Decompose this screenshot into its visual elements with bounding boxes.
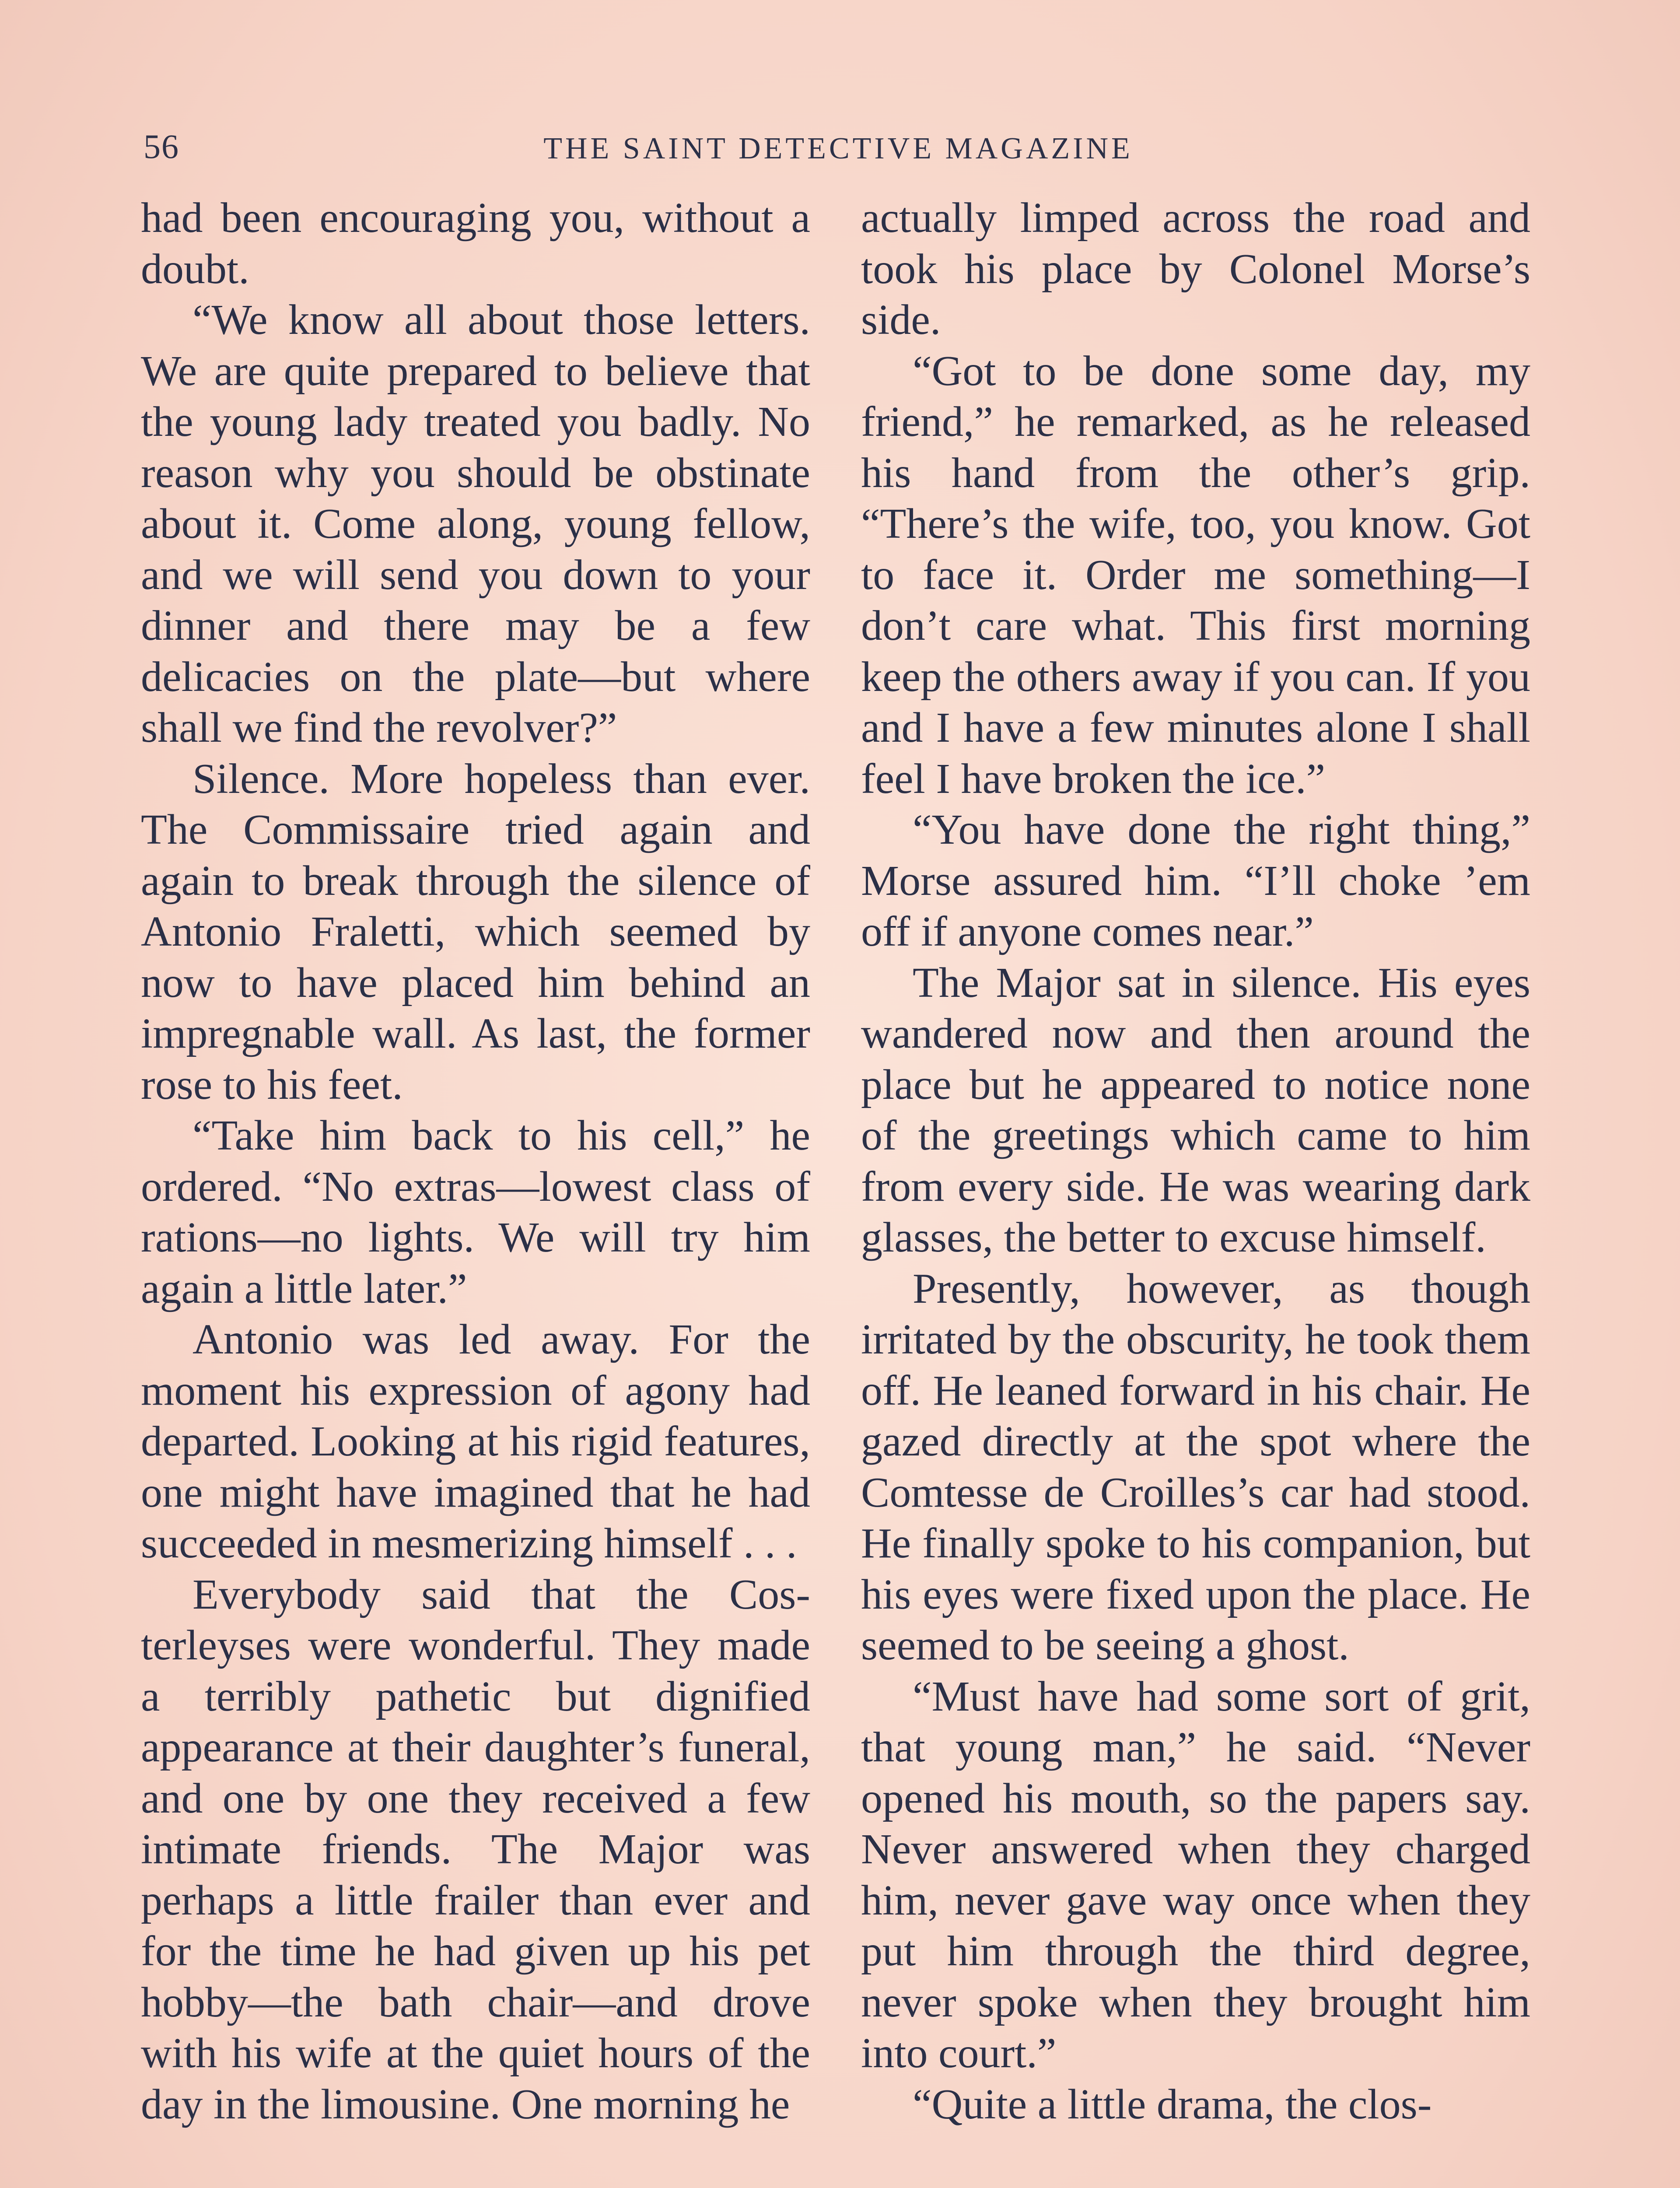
paragraph: “Take him back to his cell,” he ordered. “No extras—lowest class of rations—no lights. We will try him again a little later.” [141, 1112, 810, 1312]
paragraph: actually limped across the road and took his place by Colonel Morse’s side. [861, 194, 1530, 344]
page-header [144, 127, 1533, 175]
paragraph: Presently, however, as though irritated by the obscurity, he took them off. He leaned forward in his chair. He gazed directly at the spot where the Comtesse de Croilles’s car had stood. He finally spoke to his companion, but his eyes were fixed upon the place. He seemed to be seeing a ghost. [861, 1265, 1530, 1669]
running-head: THE SAINT DETECTIVE MAGAZINE [543, 132, 1133, 165]
paragraph: Antonio was led away. For the moment his expression of agony had departed. Looking at his rigid features, one might have imagined that he had succeeded in mesmerizing himself . . . [141, 1316, 810, 1567]
right-column [861, 193, 1530, 2130]
paragraph: “Got to be done some day, my friend,” he remarked, as he released his hand from the other’s grip. “There’s the wife, too, you know. Got to face it. Order me something—I don’t care what. This first morning keep the others away if you can. If you and I have a few minutes alone I shall feel I have broken the ice.” [861, 347, 1530, 803]
paragraph: Everybody said that the Costerleyses were wonderful. They made a terribly pathetic but dignified appearance at their daughter’s funeral, and one by one they received a few intimate friends. The Major was perhaps a little frailer than ever and for the time he had given up his pet hobby—the bath chair—and drove with his wife at the quiet hours of the day in the limousine. One morning he [141, 1571, 810, 2128]
paragraph: “You have done the right thing,” Morse assured him. “I’ll choke ’em off if anyone comes near.” [861, 806, 1530, 955]
paragraph: The Major sat in silence. His eyes wandered now and then around the place but he appeared to notice none of the greetings which came to him from every side. He was wearing dark glasses, the better to excuse himself. [861, 959, 1530, 1261]
paragraph: Silence. More hopeless than ever. The Commissaire tried again and again to break through the silence of Antonio Fraletti, which seemed by now to have placed him behind an impregnable wall. As last, the former rose to his feet. [141, 755, 810, 1108]
paragraph: had been encouraging you, without a doubt. [141, 194, 810, 293]
page-number: 56 [144, 127, 179, 165]
paragraph: “Must have had some sort of grit, that young man,” he said. “Never opened his mouth, so the papers say. Never answered when they charged him, never gave way once when they put him through the third degree, never spoke when they brought him into court.” [861, 1673, 1530, 2077]
left-column [141, 193, 810, 2130]
paragraph: “Quite a little drama, the clos- [913, 2080, 1432, 2128]
paragraph: “We know all about those letters. We are quite prepared to believe that the young lady treated you badly. No reason why you should be obstinate about it. Come along, young fellow, and we will send you down to your dinner and there may be a few delicacies on the plate—but where shall we find the revolver?” [141, 296, 810, 751]
